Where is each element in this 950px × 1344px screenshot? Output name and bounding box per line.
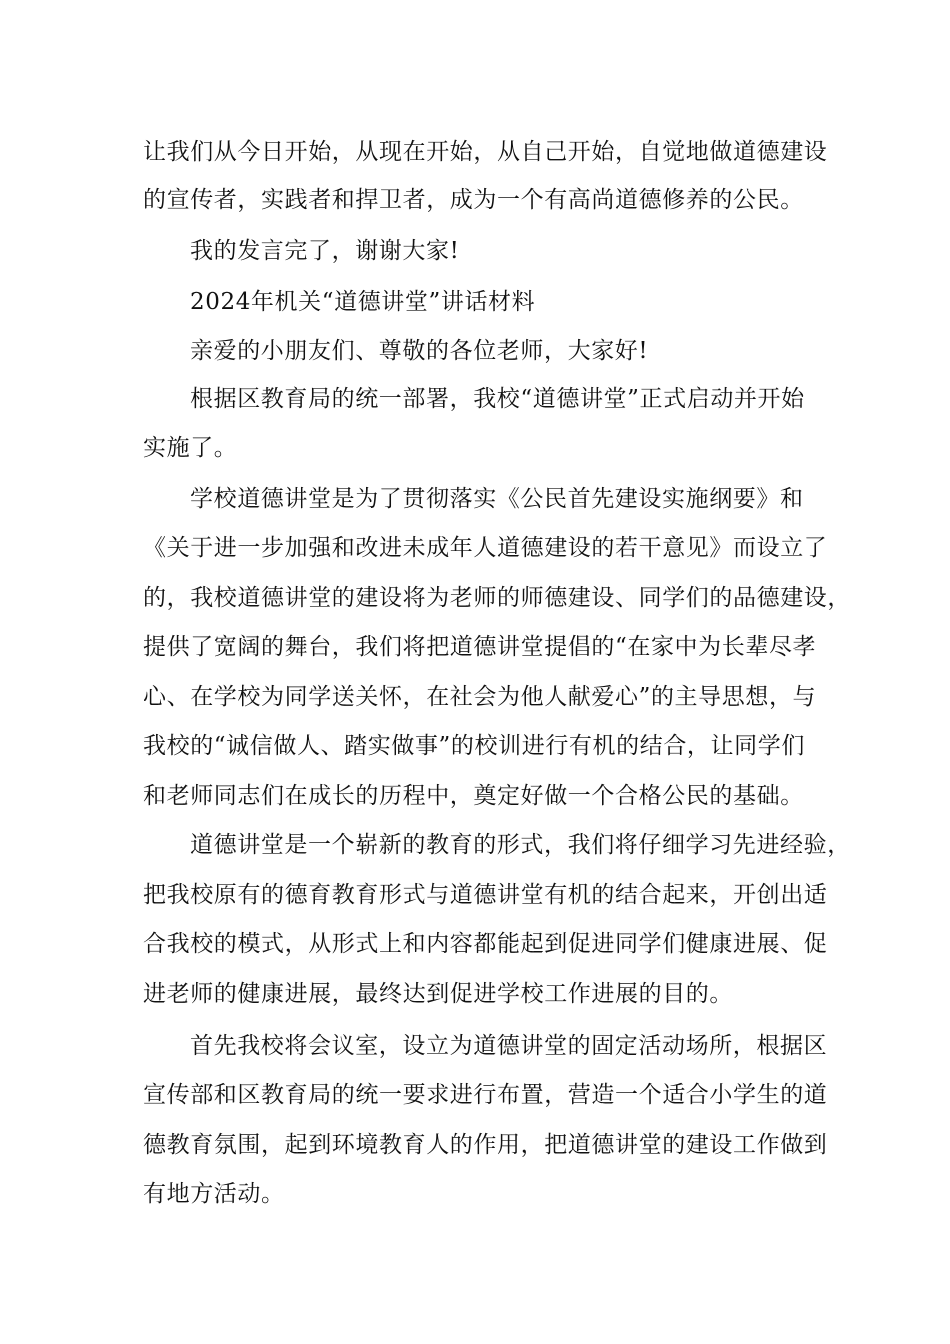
text-line: 宣传部和区教育局的统一要求进行布置，营造一个适合小学生的道 <box>143 1082 828 1108</box>
text-line: 德教育氛围，起到环境教育人的作用，把道德讲堂的建设工作做到 <box>143 1132 828 1158</box>
text-line: 首先我校将会议室，设立为道德讲堂的固定活动场所，根据区 <box>190 1033 828 1059</box>
text-line: 和老师同志们在成长的历程中，奠定好做一个合格公民的基础。 <box>143 783 804 809</box>
text-line: 提供了宽阔的舞台，我们将把道德讲堂提倡的“在家中为长辈尽孝 <box>143 634 817 660</box>
text-line: 把我校原有的德育教育形式与道德讲堂有机的结合起来，开创出适 <box>143 882 828 908</box>
text-line: 心、在学校为同学送关怀，在社会为他人献爱心”的主导思想，与 <box>143 684 817 710</box>
text-line: 我校的“诚信做人、踏实做事”的校训进行有机的结合，让同学们 <box>143 733 805 759</box>
text-line: 我的发言完了，谢谢大家! <box>190 238 460 264</box>
text-line: 《关于进一步加强和改进未成年人道德建设的若干意见》而设立了 <box>143 535 828 561</box>
text-line: 的宣传者，实践者和捍卫者，成为一个有高尚道德修养的公民。 <box>143 187 804 213</box>
text-line: 让我们从今日开始，从现在开始，从自己开始，自觉地做道德建设 <box>143 139 828 165</box>
text-line: 道德讲堂是一个崭新的教育的形式，我们将仔细学习先进经验， <box>190 832 851 858</box>
text-line: 合我校的模式，从形式上和内容都能起到促进同学们健康进展、促 <box>143 931 828 957</box>
text-line: 的，我校道德讲堂的建设将为老师的师德建设、同学们的品德建设， <box>143 585 851 611</box>
text-line: 进老师的健康进展，最终达到促进学校工作进展的目的。 <box>143 981 733 1007</box>
text-line: 2024年机关“道德讲堂”讲话材料 <box>190 289 536 315</box>
text-line: 有地方活动。 <box>143 1181 285 1207</box>
text-line: 实施了。 <box>143 435 238 461</box>
text-line: 学校道德讲堂是为了贯彻落实《公民首先建设实施纲要》和 <box>190 486 804 512</box>
text-line: 根据区教育局的统一部署，我校“道德讲堂”正式启动并开始 <box>190 386 805 412</box>
text-line: 亲爱的小朋友们、尊敬的各位老师，大家好! <box>190 338 649 364</box>
